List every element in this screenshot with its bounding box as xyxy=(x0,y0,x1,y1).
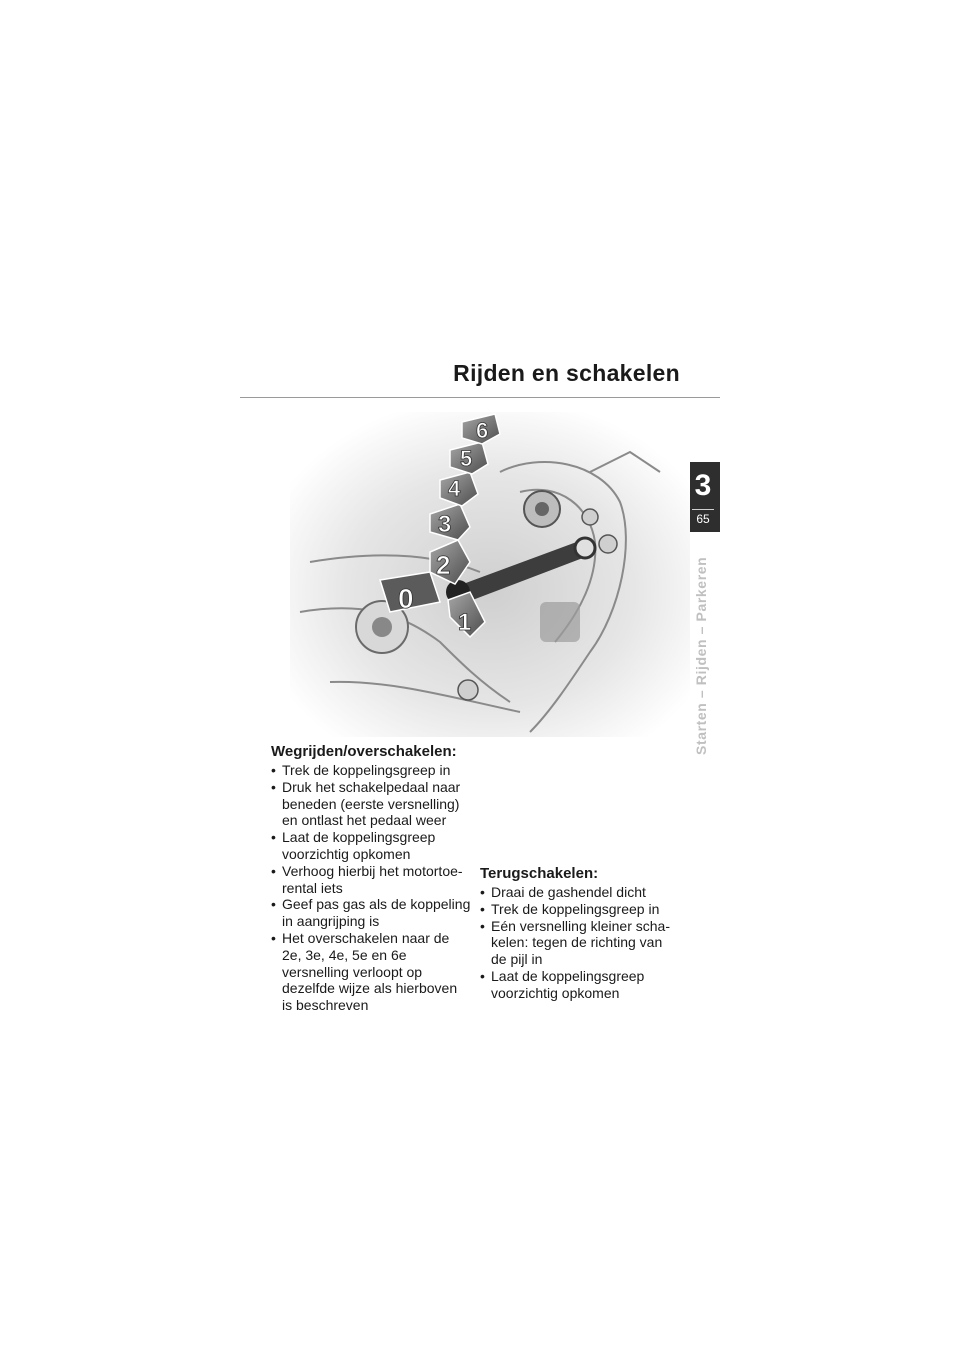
gear-label-0: 0 xyxy=(398,583,414,614)
chapter-tab xyxy=(686,462,720,532)
list-item: • Laat de koppelingsgreep voorzichtig opkomen xyxy=(271,829,471,863)
gear-label-3: 3 xyxy=(438,511,452,538)
gear-label-4: 4 xyxy=(448,476,461,501)
list-item: • Druk het schakelpedaal naar beneden (eerste versnelling) en ontlast het pedaal weer xyxy=(271,779,471,829)
page-number: 65 xyxy=(696,512,710,526)
chapter-number: 3 xyxy=(694,469,712,502)
section-heading-terugschakelen: Terugschakelen: xyxy=(480,865,599,882)
chapter-separator xyxy=(692,509,714,510)
left-column xyxy=(271,743,471,1014)
chapter-side-label xyxy=(693,556,713,775)
gear-label-6: 6 xyxy=(476,418,489,443)
list-item: • Eén versnelling kleiner scha-kelen: tegen de richting van de pijl in xyxy=(480,918,680,968)
list-item: • Verhoog hierbij het motortoe-rental iets xyxy=(271,863,471,897)
gear-shift-illustration xyxy=(290,412,690,737)
list-item: • Trek de koppelingsgreep in xyxy=(271,762,471,779)
section-heading-wegrijden: Wegrijden/overschakelen: xyxy=(271,743,457,760)
list-item: • Het overschakelen naar de 2e, 3e, 4e, 5e en 6e versnelling verloopt op dezelfde wijze als hierboven is beschreven xyxy=(271,930,471,1014)
gear-label-1: 1 xyxy=(458,609,472,636)
gear-label-5: 5 xyxy=(460,446,473,471)
gear-label-2: 2 xyxy=(436,550,451,580)
title-divider xyxy=(240,397,720,398)
page-title: Rijden en schakelen xyxy=(453,360,680,386)
right-bullet-list xyxy=(480,884,680,1002)
list-item: • Laat de koppelingsgreep voorzichtig opkomen xyxy=(480,968,680,1002)
list-item: • Draai de gashendel dicht xyxy=(480,884,680,901)
right-column xyxy=(480,865,680,1002)
chapter-side-label-text: Starten – Rijden – Parkeren xyxy=(693,556,709,755)
left-bullet-list xyxy=(271,762,471,1014)
list-item: • Trek de koppelingsgreep in xyxy=(480,901,680,918)
list-item: • Geef pas gas als de koppeling in aangrijping is xyxy=(271,896,471,930)
